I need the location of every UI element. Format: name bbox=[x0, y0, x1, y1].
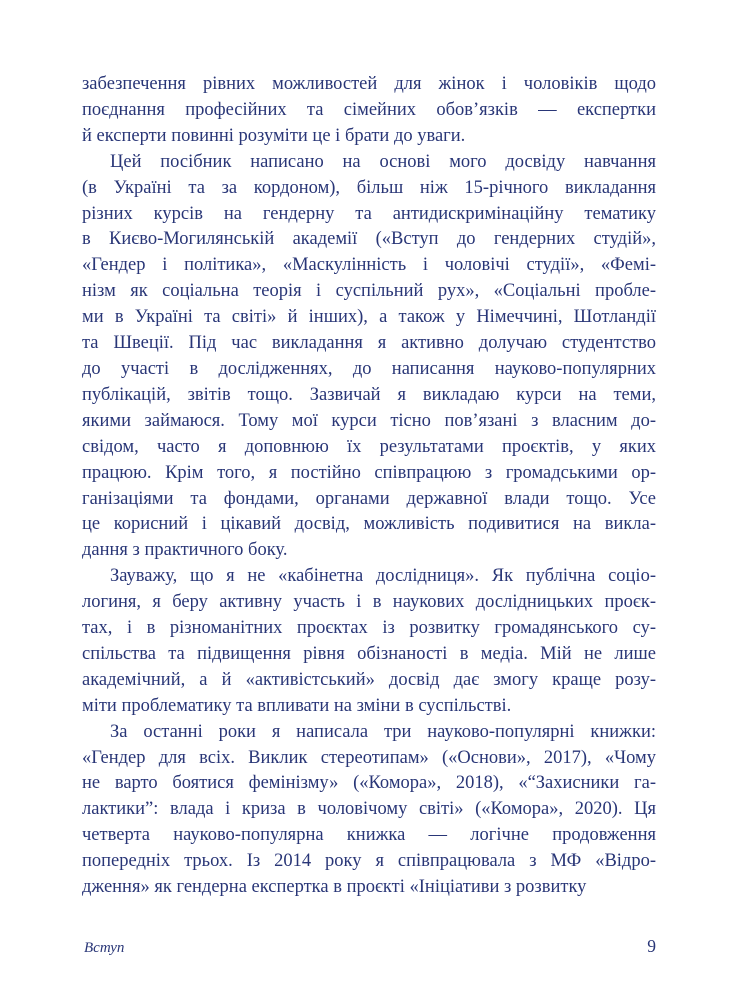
text-line: спільства та підвищення рівня обізнаності в медіа. Мій не лише bbox=[82, 643, 656, 664]
text-line: лактики”: влада і криза в чоловічому світі» («Комора», 2020). Ця bbox=[82, 799, 656, 820]
text-line: (в Україні та за кордоном), більш ніж 15-річного викладання bbox=[82, 177, 656, 198]
text-line: Зауважу, що я не «кабінетна дослідниця». Як публічна соціо- bbox=[110, 566, 656, 587]
text-line: «Гендер і політика», «Маскулінність і чоловічі студії», «Фемі- bbox=[82, 255, 656, 276]
text-line: й експерти повинні розуміти це і брати до уваги. bbox=[82, 125, 466, 146]
text-line: якими займаюся. Тому мої курси тісно пов’язані з власним до- bbox=[82, 410, 656, 431]
footer-page-number: 9 bbox=[647, 936, 656, 956]
text-line: логиня, я беру активну участь і в наукових дослідницьких проєк- bbox=[82, 592, 656, 613]
text-line: та Швеції. Під час викладання я активно долучаю студентство bbox=[82, 333, 656, 354]
page-footer bbox=[84, 936, 656, 957]
footer-section-label: Вступ bbox=[84, 940, 125, 956]
body-text bbox=[82, 72, 656, 901]
text-line: в Києво-Могилянській академії («Вступ до гендерних студій», bbox=[82, 229, 656, 250]
text-line: нізм як соціальна теорія і суспільний рух», «Соціальні пробле- bbox=[82, 281, 656, 302]
text-line: ганізаціями та фондами, органами державної влади тощо. Усе bbox=[82, 488, 656, 509]
text-line: поєднання професійних та сімейних обов’язків — експертки bbox=[82, 99, 656, 120]
text-line: різних курсів на гендерну та антидискримінаційну тематику bbox=[82, 203, 656, 224]
text-line: не варто боятися фемінізму» («Комора», 2018), «“Захисники га- bbox=[82, 773, 656, 794]
text-line: до участі в дослідженнях, до написання науково-популярних bbox=[82, 358, 656, 379]
text-line: свідом, часто я доповнюю їх результатами проєктів, у яких bbox=[82, 436, 656, 457]
text-line: За останні роки я написала три науково-популярні книжки: bbox=[110, 721, 656, 742]
text-line: ми в Україні та світі» й інших), а також у Німеччині, Шотландії bbox=[82, 307, 656, 328]
text-line: академічний, а й «активістський» досвід дає змогу краще розу- bbox=[82, 669, 656, 690]
text-line: дання з практичного боку. bbox=[82, 540, 288, 561]
text-line: «Гендер для всіх. Виклик стереотипам» («Основи», 2017), «Чому bbox=[82, 747, 656, 768]
text-line: Цей посібник написано на основі мого досвіду навчання bbox=[110, 151, 656, 172]
text-line: тах, і в різноманітних проєктах із розвитку громадянського су- bbox=[82, 618, 656, 639]
text-line: це корисний і цікавий досвід, можливість подивитися на викла- bbox=[82, 514, 656, 535]
text-line: міти проблематику та впливати на зміни в суспільстві. bbox=[82, 695, 512, 716]
text-line: попередніх трьох. Із 2014 року я співпрацювала з МФ «Відро- bbox=[82, 851, 656, 872]
text-line: забезпечення рівних можливостей для жінок і чоловіків щодо bbox=[82, 74, 656, 94]
text-line: четверта науково-популярна книжка — логічне продовження bbox=[82, 825, 656, 846]
text-line: дження» як гендерна експертка в проєкті «Ініціативи з розвитку bbox=[82, 877, 587, 898]
text-line: публікацій, звітів тощо. Зазвичай я викладаю курси на теми, bbox=[82, 384, 656, 405]
text-line: працюю. Крім того, я постійно співпрацюю з громадськими ор- bbox=[82, 462, 656, 483]
